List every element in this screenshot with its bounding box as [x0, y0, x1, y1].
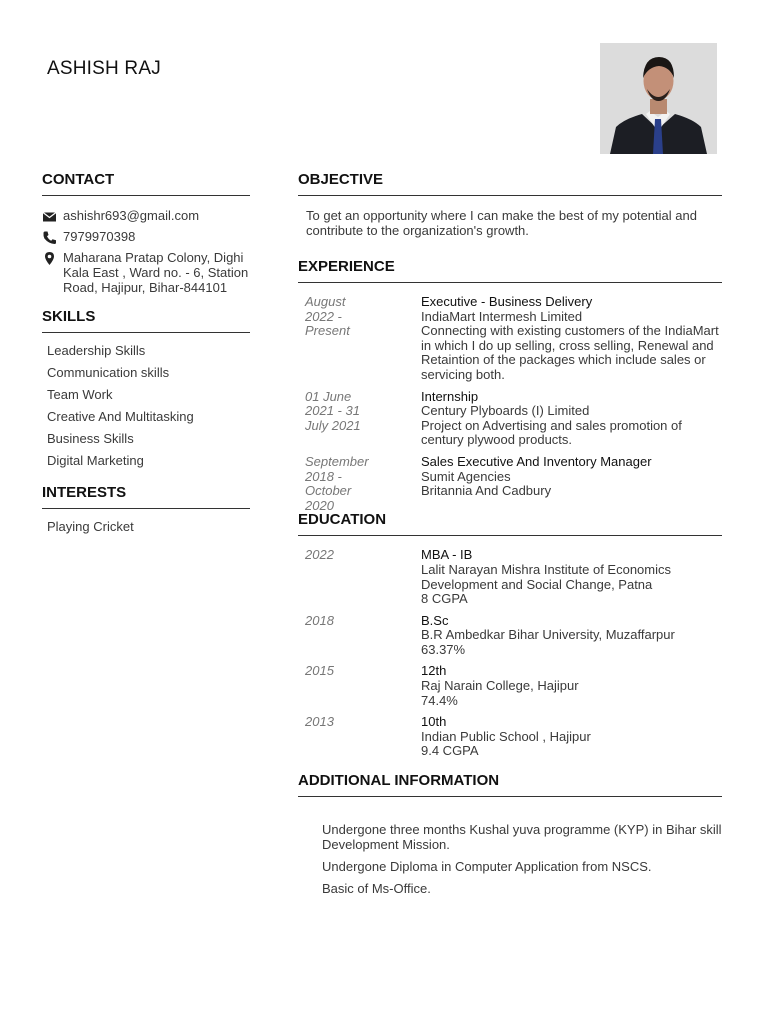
education-school: B.R Ambedkar Bihar University, Muzaffarpur [421, 627, 675, 643]
education-degree: 10th [421, 714, 447, 730]
experience-desc: Britannia And Cadbury [421, 483, 552, 499]
experience-desc: Project on Advertising and sales promotion of century plywood products. [421, 417, 682, 448]
education-entry [298, 548, 722, 606]
education-list [298, 536, 722, 759]
location-pin-icon [42, 251, 57, 266]
education-degree: B.Sc [421, 612, 449, 628]
experience-org: Sumit Agencies [421, 468, 511, 484]
email-text[interactable]: ashishr693@gmail.com [63, 208, 200, 223]
education-year: 2022 [305, 547, 334, 563]
right-column [298, 171, 722, 903]
experience-desc: Connecting with existing customers of the IndiaMart in which I do up selling, cross selling, Renewal and Retaintion of the packages which include sales or servicing both. [421, 323, 719, 382]
skill-item: Communication skills [47, 365, 170, 380]
education-entry [298, 614, 722, 658]
additional-info-list [298, 797, 722, 896]
education-year: 2013 [305, 714, 334, 730]
experience-date: August 2022 - Present [305, 294, 350, 339]
objective-text: To get an opportunity where I can make the best of my potential and contribute to the organization's growth. [306, 208, 697, 238]
candidate-name: ASHISH RAJ [47, 58, 161, 79]
contact-phone [42, 229, 250, 245]
skill-item: Business Skills [47, 431, 134, 446]
experience-entry [298, 455, 722, 513]
education-score: 8 CGPA [421, 591, 468, 607]
experience-org: IndiaMart Intermesh Limited [421, 308, 583, 324]
experience-entry [298, 390, 722, 448]
experience-role: Internship [421, 388, 479, 404]
skill-item: Team Work [47, 387, 113, 402]
experience-date: 01 June 2021 - 31 July 2021 [305, 388, 361, 433]
skill-item: Digital Marketing [47, 453, 144, 468]
experience-entry [298, 295, 722, 383]
phone-icon [42, 230, 57, 245]
experience-list [298, 283, 722, 513]
phone-text[interactable]: 7979970398 [63, 229, 136, 244]
education-degree: 12th [421, 663, 447, 679]
contact-address [42, 250, 250, 295]
left-column [42, 171, 250, 541]
interests-list [42, 519, 250, 541]
education-entry [298, 664, 722, 708]
objective-heading: OBJECTIVE [298, 171, 722, 196]
additional-info-item: Undergone Diploma in Computer Application from NSCS. [322, 859, 652, 875]
experience-role: Executive - Business Delivery [421, 294, 593, 309]
education-score: 74.4% [421, 692, 458, 708]
skills-heading: SKILLS [42, 308, 250, 333]
contact-list [42, 208, 250, 295]
education-degree: MBA - IB [421, 547, 473, 563]
education-heading: EDUCATION [298, 511, 722, 536]
experience-org: Century Plyboards (I) Limited [421, 403, 590, 419]
education-year: 2018 [305, 612, 334, 628]
education-score: 63.37% [421, 641, 466, 657]
additional-info-item: Undergone three months Kushal yuva programme (KYP) in Bihar skill Development Mission. [322, 822, 722, 853]
contact-heading: CONTACT [42, 171, 250, 196]
education-score: 9.4 CGPA [421, 743, 479, 759]
profile-photo [600, 43, 717, 154]
education-year: 2015 [305, 663, 334, 679]
additional-info-item: Basic of Ms-Office. [322, 881, 431, 897]
address-text: Maharana Pratap Colony, Dighi Kala East , Ward no. - 6, Station Road, Hajipur, Bihar-844101 [63, 250, 249, 295]
experience-date: September 2018 - October 2020 [305, 453, 369, 513]
education-school: Raj Narain College, Hajipur [421, 678, 579, 694]
education-school: Indian Public School , Hajipur [421, 728, 591, 744]
experience-heading: EXPERIENCE [298, 258, 722, 283]
interest-item: Playing Cricket [47, 519, 134, 534]
education-entry [298, 715, 722, 759]
additional-info-heading: ADDITIONAL INFORMATION [298, 772, 722, 797]
skill-item: Creative And Multitasking [47, 409, 194, 424]
experience-role: Sales Executive And Inventory Manager [421, 453, 652, 469]
envelope-icon [42, 209, 57, 224]
skills-list [42, 343, 250, 475]
education-school: Lalit Narayan Mishra Institute of Economics Development and Social Change, Patna [421, 561, 671, 592]
skill-item: Leadership Skills [47, 343, 146, 358]
contact-email [42, 208, 250, 224]
interests-heading: INTERESTS [42, 484, 250, 509]
